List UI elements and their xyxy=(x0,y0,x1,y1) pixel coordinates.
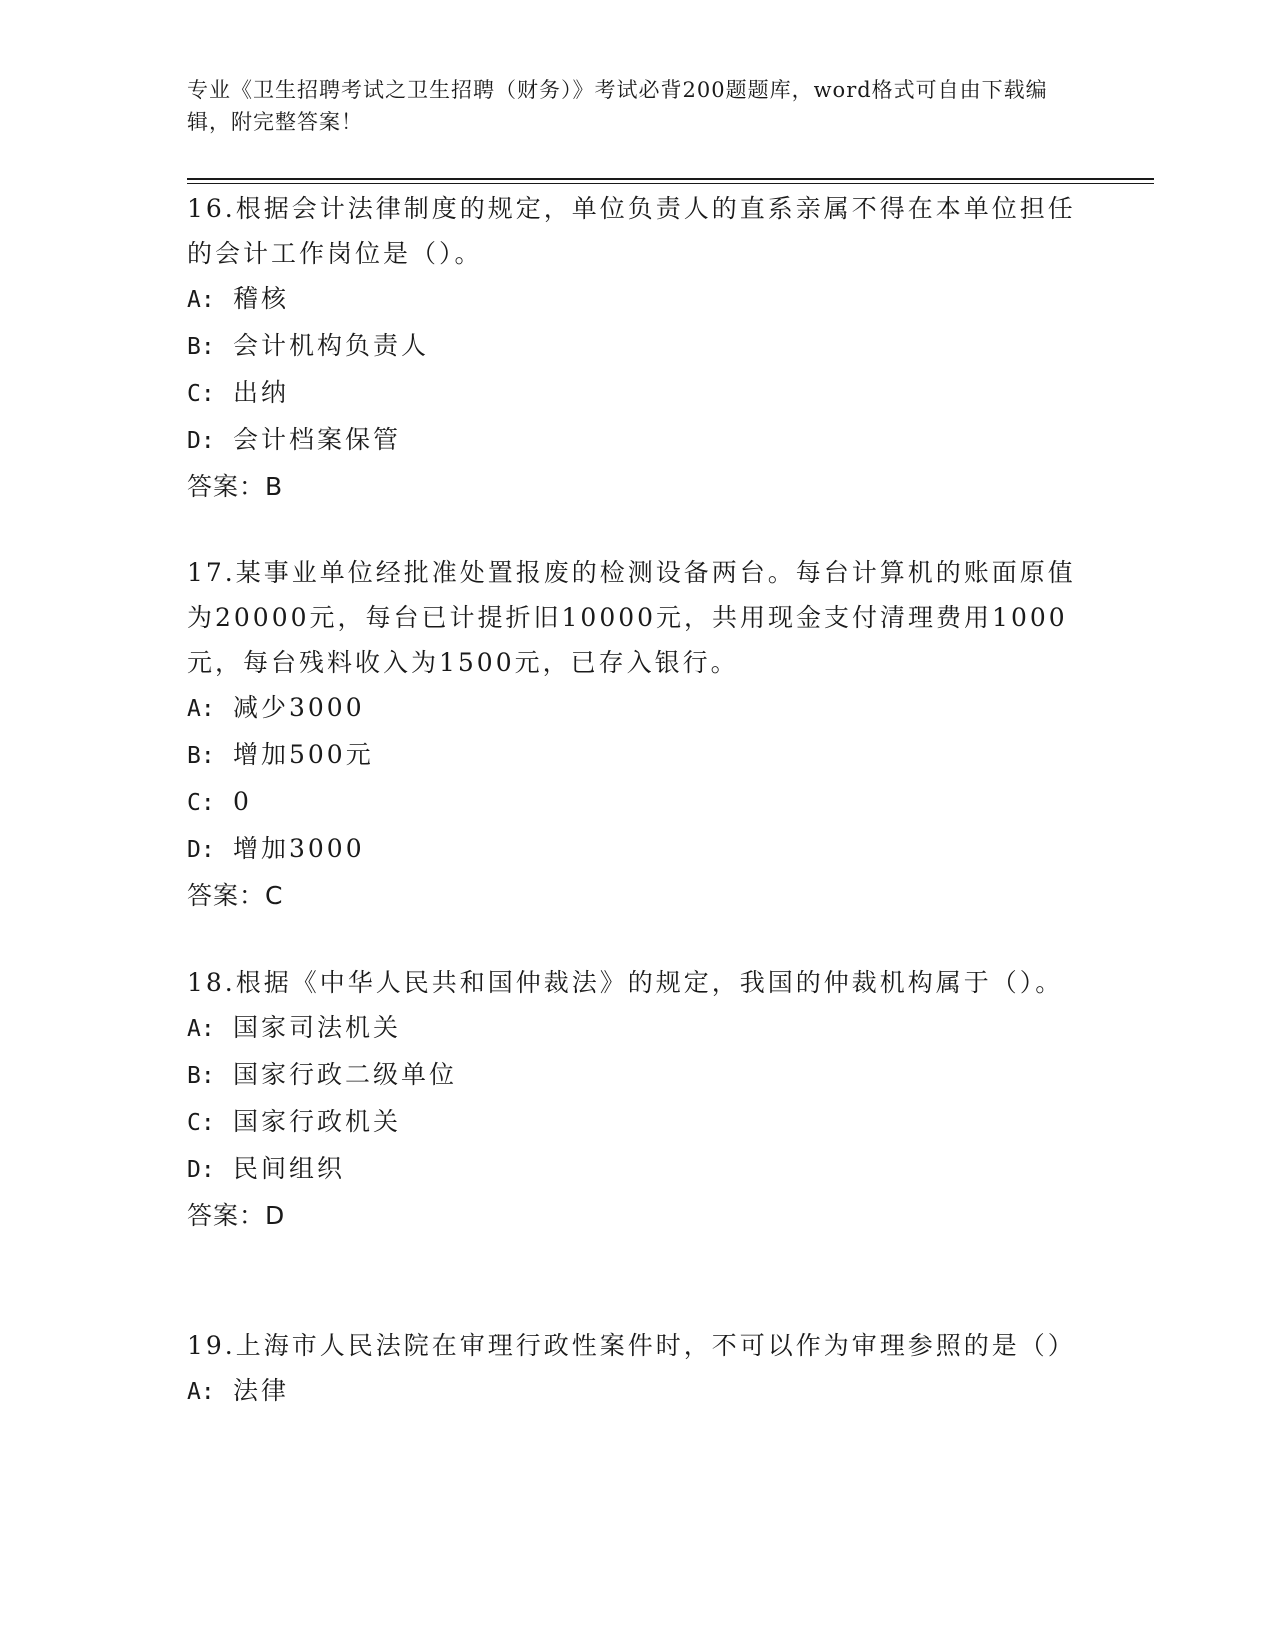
option-text: 民间组织 xyxy=(233,1154,346,1183)
header-divider xyxy=(187,178,1154,180)
option-letter: C: xyxy=(187,1110,215,1136)
answer-line: 答案：D xyxy=(187,1201,286,1230)
question-16 xyxy=(187,186,1077,509)
option-letter: D: xyxy=(187,428,215,454)
option-letter: A: xyxy=(187,287,215,313)
option-text: 增加3000 xyxy=(233,834,365,863)
option-a xyxy=(187,1005,1077,1052)
option-c xyxy=(187,1099,1077,1146)
question-18 xyxy=(187,960,1077,1238)
answer-line: 答案：B xyxy=(187,472,284,501)
option-letter: C: xyxy=(187,790,215,816)
question-stem: 19.上海市人民法院在审理行政性案件时，不可以作为审理参照的是（） xyxy=(187,1331,1076,1360)
option-a xyxy=(187,276,1077,323)
document-header: 专业《卫生招聘考试之卫生招聘（财务）》考试必背200题题库，word格式可自由下载编辑，附完整答案！ xyxy=(187,78,1048,134)
option-letter: A: xyxy=(187,1016,215,1042)
question-stem: 17.某事业单位经批准处置报废的检测设备两台。每台计算机的账面原值为20000元，每台已计提折旧10000元，共用现金支付清理费用1000元，每台残料收入为1500元，已存入银行。 xyxy=(187,558,1076,677)
option-d xyxy=(187,417,1077,464)
option-a xyxy=(187,1368,1077,1415)
option-c xyxy=(187,370,1077,417)
question-17 xyxy=(187,550,1077,918)
option-a xyxy=(187,685,1077,732)
option-d xyxy=(187,1146,1077,1193)
option-text: 国家行政二级单位 xyxy=(233,1060,458,1089)
option-text: 国家行政机关 xyxy=(233,1107,402,1136)
option-b xyxy=(187,732,1077,779)
option-text: 减少3000 xyxy=(233,693,365,722)
option-text: 增加500元 xyxy=(233,740,374,769)
question-stem: 16.根据会计法律制度的规定，单位负责人的直系亲属不得在本单位担任的会计工作岗位是（）。 xyxy=(187,194,1076,268)
option-letter: B: xyxy=(187,1063,215,1089)
option-b xyxy=(187,1052,1077,1099)
option-text: 0 xyxy=(233,787,252,816)
answer-line: 答案：C xyxy=(187,881,284,910)
option-letter: C: xyxy=(187,381,215,407)
option-letter: B: xyxy=(187,334,215,360)
option-letter: A: xyxy=(187,1379,215,1405)
option-text: 会计档案保管 xyxy=(233,425,402,454)
option-letter: D: xyxy=(187,1157,215,1183)
option-letter: B: xyxy=(187,743,215,769)
option-d xyxy=(187,826,1077,873)
option-text: 国家司法机关 xyxy=(233,1013,402,1042)
option-text: 稽核 xyxy=(233,284,290,313)
header-divider-thin xyxy=(187,183,1154,184)
option-b xyxy=(187,323,1077,370)
question-19 xyxy=(187,1323,1077,1415)
option-letter: A: xyxy=(187,696,215,722)
option-c xyxy=(187,779,1077,826)
question-stem: 18.根据《中华人民共和国仲裁法》的规定，我国的仲裁机构属于（）。 xyxy=(187,968,1064,997)
option-text: 出纳 xyxy=(233,378,290,407)
option-text: 会计机构负责人 xyxy=(233,331,430,360)
option-text: 法律 xyxy=(233,1376,290,1405)
option-letter: D: xyxy=(187,837,215,863)
